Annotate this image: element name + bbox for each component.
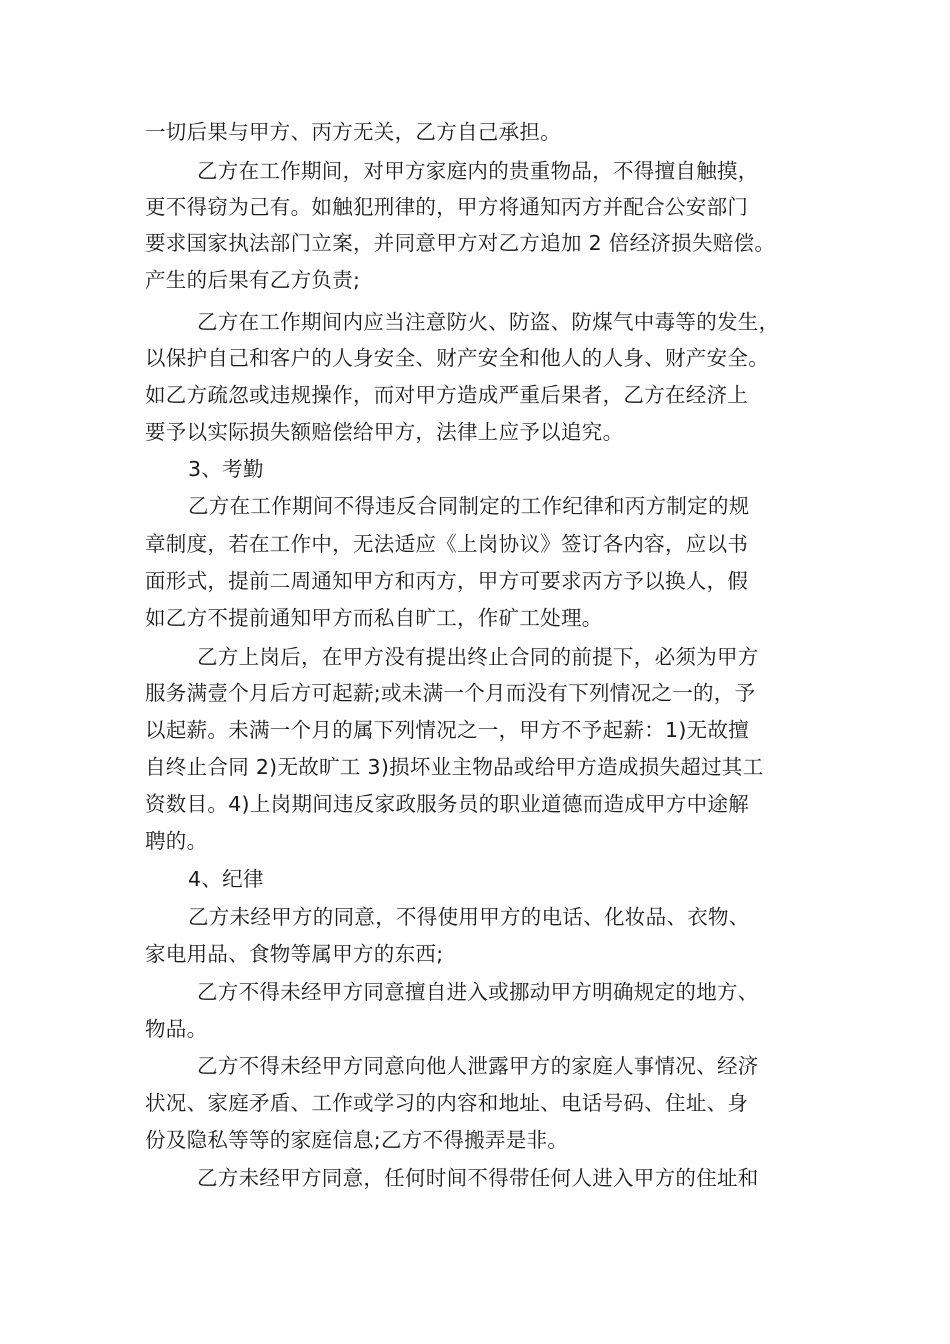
text-line: 产生的后果有乙方负责; xyxy=(145,268,361,292)
text-line: 乙方在工作期间不得违反合同制定的工作纪律和丙方制定的规 xyxy=(188,494,750,518)
text-line: 乙方不得未经甲方同意擅自进入或挪动甲方明确规定的地方、 xyxy=(197,980,759,1004)
text-line: 如乙方不提前通知甲方而私自旷工，作矿工处理。 xyxy=(145,606,603,630)
text-line: 自终止合同 2)无故旷工 3)损坏业主物品或给甲方造成损失超过其工 xyxy=(145,755,764,779)
text-line: 状况、家庭矛盾、工作或学习的内容和地址、电话号码、住址、身 xyxy=(145,1091,749,1115)
text-line: 聘的。 xyxy=(145,829,208,853)
text-line: 章制度，若在工作中，无法适应《上岗协议》签订各内容，应以书 xyxy=(145,532,749,556)
text-line: 份及隐私等等的家庭信息;乙方不得搬弄是非。 xyxy=(145,1128,569,1152)
text-line: 乙方不得未经甲方同意向他人泄露甲方的家庭人事情况、经济 xyxy=(197,1054,759,1078)
text-line: 更不得窃为己有。如触犯刑律的，甲方将通知丙方并配合公安部门 xyxy=(145,195,749,219)
text-line: 乙方上岗后，在甲方没有提出终止合同的前提下，必须为甲方 xyxy=(197,645,759,669)
text-line: 乙方在工作期间内应当注意防火、防盗、防煤气中毒等的发生， xyxy=(197,310,780,334)
text-line: 资数目。4)上岗期间违反家政服务员的职业道德而造成甲方中途解 xyxy=(145,792,750,816)
text-line: 物品。 xyxy=(145,1017,208,1041)
text-line: 服务满壹个月后方可起薪;或未满一个月而没有下列情况之一的，予 xyxy=(145,681,756,705)
text-line: 以保护自己和客户的人身安全、财产安全和他人的人身、财产安全。 xyxy=(145,346,769,370)
text-line: 要予以实际损失额赔偿给甲方，法律上应予以追究。 xyxy=(145,420,624,444)
text-line: 面形式，提前二周通知甲方和丙方，甲方可要求丙方予以换人，假 xyxy=(145,569,749,593)
text-line: 乙方在工作期间，对甲方家庭内的贵重物品，不得擅自触摸， xyxy=(197,159,759,183)
section-heading-attendance: 3、考勤 xyxy=(188,457,264,481)
section-heading-discipline: 4、纪律 xyxy=(188,867,264,891)
text-line: 乙方未经甲方同意，任何时间不得带任何人进入甲方的住址和 xyxy=(197,1166,759,1190)
text-line: 家电用品、食物等属甲方的东西; xyxy=(145,942,444,966)
text-line: 要求国家执法部门立案，并同意甲方对乙方追加 2 倍经济损失赔偿。 xyxy=(145,231,776,255)
text-line: 乙方未经甲方的同意，不得使用甲方的电话、化妆品、衣物、 xyxy=(188,905,750,929)
text-line: 以起薪。未满一个月的属下列情况之一，甲方不予起薪：1)无故擅 xyxy=(145,718,750,742)
text-line: 一切后果与甲方、丙方无关，乙方自己承担。 xyxy=(145,120,561,144)
text-line: 如乙方疏忽或违规操作，而对甲方造成严重后果者，乙方在经济上 xyxy=(145,383,749,407)
